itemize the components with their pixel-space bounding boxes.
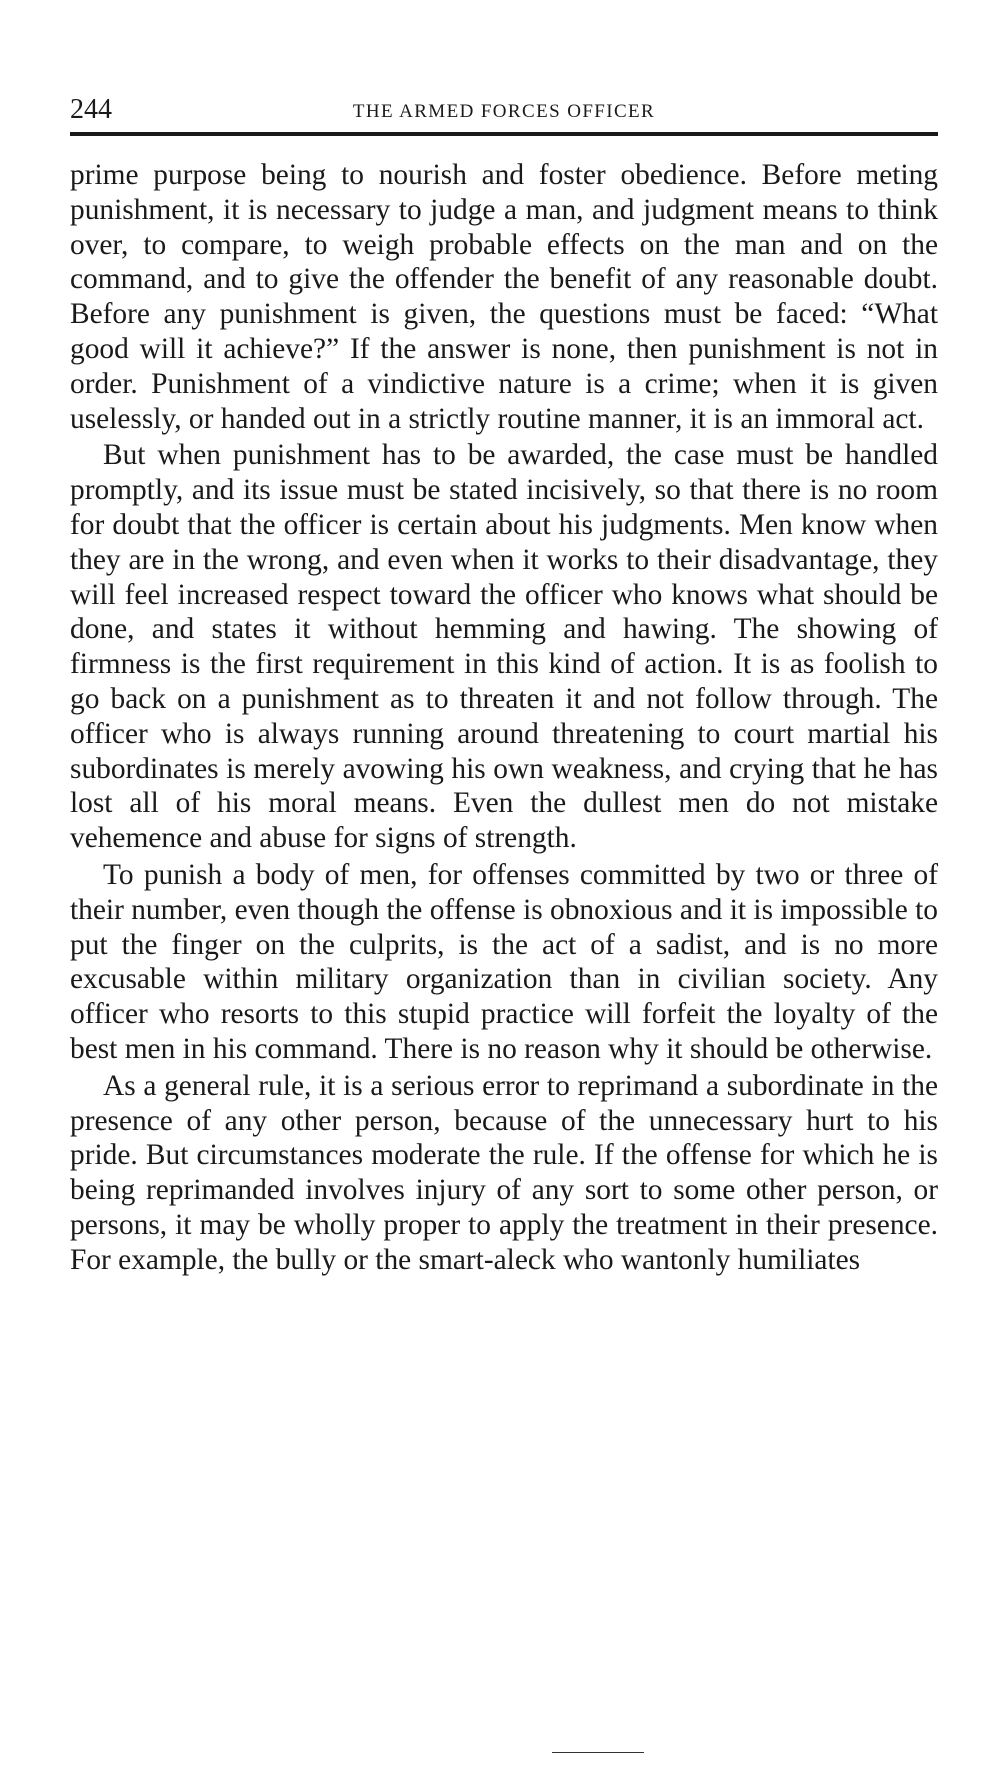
body-text [70,158,938,1278]
paragraph-continued: prime purpose being to nourish and foster obedience. Before meting punishment, it is necessary to judge a man, and judgment means to think over, to compare, to weigh probable effects on the man and on the command, and to give the offender the benefit of any reasonable doubt. Before any punishment is given, the questions must be faced: “What good will it achieve?” If the answer is none, then punishment is not in order. Punishment of a vindictive nature is a crime; when it is given uselessly, or handed out in a strictly routine manner, it is an immoral act. [70,159,938,435]
paragraph-punishment-promptness: But when punishment has to be awarded, the case must be handled promptly, and its issue must be stated incisively, so that there is no room for doubt that the officer is certain about his judgments. Men know when they are in the wrong, and even when it works to their disadvantage, they will feel increased respect toward the officer who knows what should be done, and states it without hemming and hawing. The showing of firmness is the first requirement in this kind of action. It is as foolish to go back on a punishment as to threaten it and not follow through. The officer who is always running around threatening to court martial his subordinates is merely avowing his own weakness, and crying that he has lost all of his moral means. Even the dullest men do not mistake vehemence and abuse for signs of strength. [70,439,938,855]
running-header [70,92,938,136]
paragraph-group-punishment: To punish a body of men, for offenses committed by two or three of their number, even though the offense is obnoxious and it is impossible to put the finger on the culprits, is the act of a sadist, and is no more excusable within military organization than in civilian society. Any officer who resorts to this stupid practice will forfeit the loyalty of the best men in his command. There is no reason why it should be otherwise. [70,858,938,1065]
running-title: THE ARMED FORCES OFFICER [352,101,656,122]
page-number: 244 [70,94,112,125]
footer-rule [552,1752,644,1753]
paragraph-reprimand-privacy: As a general rule, it is a serious error to reprimand a subordinate in the presence of any other person, because of the unnecessary hurt to his pride. But circumstances moderate the rule. If the offense for which he is being reprimanded involves injury of any sort to some other person, or persons, it may be wholly proper to apply the treatment in their presence. For example, the bully or the smart-aleck who wantonly humiliates [70,1069,938,1276]
book-page [70,92,938,1278]
